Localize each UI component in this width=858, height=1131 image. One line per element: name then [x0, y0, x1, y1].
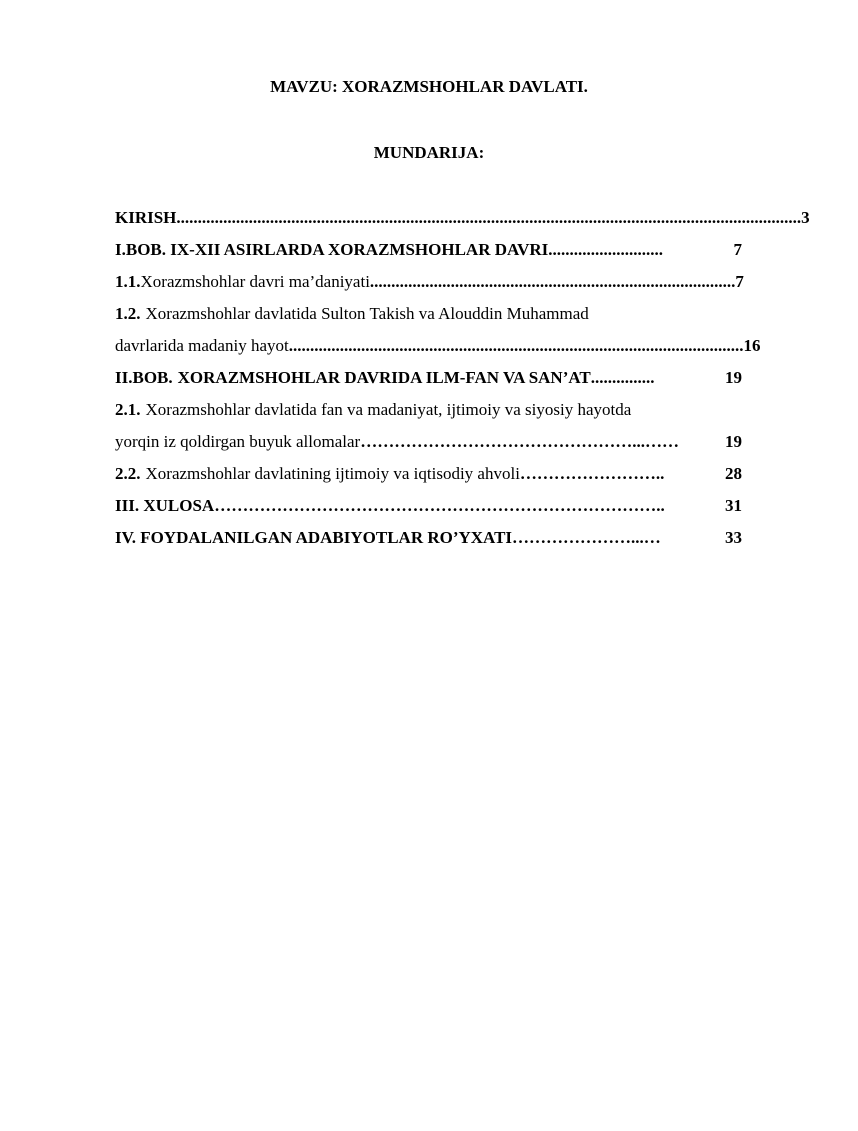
toc-entry-title: Xorazmshohlar davlatida fan va madaniyat, ijtimoiy va siyosiy hayotda [145, 400, 632, 419]
toc-dot-leader: …………………………………………...…… [360, 432, 679, 451]
toc-entry-title: XORAZMSHOHLAR DAVRIDA ILM-FAN VA SAN’AT [177, 368, 591, 387]
toc-entry-chapter-1[interactable] [115, 239, 742, 271]
toc-entry-title: KIRISH [115, 208, 177, 227]
toc-page-number: 19 [725, 368, 742, 387]
toc-entry-title: IV. FOYDALANILGAN ADABIYOTLAR RO’YXATI [115, 528, 513, 547]
toc-heading: MUNDARIJA: [373, 143, 485, 162]
toc-section-number: 2.1. [115, 400, 141, 419]
toc-section-number: 1.2. [115, 304, 141, 323]
toc-entry-1-1[interactable] [115, 271, 742, 303]
toc-page-number: 16 [743, 336, 761, 355]
toc-dot-leader: ................................................................................................................................................... [176, 208, 802, 227]
toc-entry-title: I.BOB. IX-XII ASIRLARDA XORAZMSHOHLAR DAVRI [115, 240, 549, 259]
toc-entry-title: davrlarida madaniy hayot [115, 336, 289, 355]
toc-page-number: 33 [725, 528, 742, 547]
toc-entry-1-2[interactable] [115, 303, 742, 335]
toc-dot-leader: ............... [590, 368, 655, 387]
toc-entry-title: Xorazmshohlar davlatining ijtimoiy va iqtisodiy ahvoli [145, 464, 520, 483]
page-title: MAVZU: XORAZMSHOHLAR DAVLATI. [270, 77, 588, 96]
toc-section-number: 1.1. [115, 272, 141, 291]
toc-entry-title: III. XULOSA [115, 496, 215, 515]
toc-dot-leader: …………………………………………………………………….. [214, 496, 665, 515]
toc-page-number: 3 [801, 208, 810, 227]
toc-dot-leader: ........................................................................................................... [288, 336, 744, 355]
toc-dot-leader: …………………...… [512, 528, 661, 547]
toc-dot-leader: …………………….. [519, 464, 665, 483]
toc-entry-conclusion[interactable] [115, 495, 742, 527]
toc-dot-leader: ........................... [548, 240, 664, 259]
toc-entry-kirish[interactable] [115, 207, 810, 239]
toc-entry-2-1-continued[interactable] [115, 431, 742, 463]
toc-entry-title: Xorazmshohlar davri ma’daniyati [140, 272, 370, 291]
toc-page-number: 7 [733, 240, 742, 259]
toc-entry-2-2[interactable] [115, 463, 742, 495]
toc-page-number: 31 [725, 496, 742, 515]
toc-page-number: 28 [725, 464, 742, 483]
toc-section-number: 2.2. [115, 464, 141, 483]
toc-entry-title: yorqin iz qoldirgan buyuk allomalar [115, 432, 361, 451]
toc-entry-chapter-2[interactable] [115, 367, 742, 399]
toc-entry-title: Xorazmshohlar davlatida Sulton Takish va Alouddin Muhammad [145, 304, 589, 323]
toc-entry-bibliography[interactable] [115, 527, 742, 559]
toc-entry-1-2-continued[interactable] [115, 335, 761, 367]
toc-entry-2-1[interactable] [115, 399, 742, 431]
toc-page-number: 7 [735, 272, 744, 291]
table-of-contents [115, 207, 810, 559]
toc-section-number: II.BOB. [115, 368, 173, 387]
toc-dot-leader: ...................................................................................... [369, 272, 736, 291]
toc-page-number: 19 [725, 432, 742, 451]
